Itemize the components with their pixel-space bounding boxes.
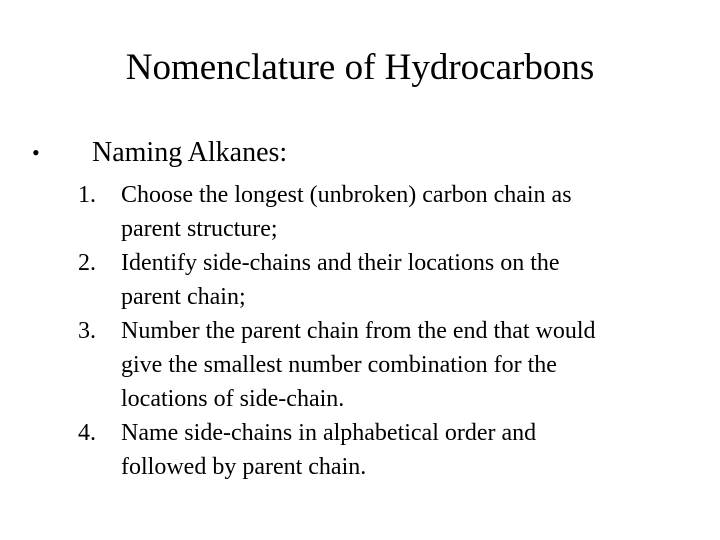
step-text: [121, 178, 698, 246]
step-number: 1.: [78, 182, 96, 208]
step-line: Name side-chains in alphabetical order and: [121, 420, 537, 446]
step-item-2: [78, 246, 698, 314]
step-text: [121, 246, 698, 314]
step-item-3: [78, 314, 698, 416]
step-line: parent chain;: [121, 284, 246, 310]
slide-title: Nomenclature of Hydrocarbons: [125, 47, 595, 88]
step-line: locations of side-chain.: [121, 386, 345, 412]
step-line: give the smallest number combination for the: [121, 352, 557, 378]
step-line: followed by parent chain.: [121, 454, 367, 480]
step-item-1: [78, 178, 698, 246]
step-line: parent structure;: [121, 216, 278, 242]
step-item-4: [78, 416, 698, 484]
step-text: [121, 416, 698, 484]
step-text: [121, 314, 698, 416]
step-line: Identify side-chains and their locations on the: [121, 250, 560, 276]
step-number: 3.: [78, 318, 96, 344]
bullet-icon: •: [32, 140, 40, 165]
step-line: Choose the longest (unbroken) carbon chain as: [121, 182, 572, 208]
bullet-item-naming-alkanes: [32, 135, 287, 171]
step-line: Number the parent chain from the end that would: [121, 318, 596, 344]
step-number: 2.: [78, 250, 96, 276]
steps-list: [78, 178, 698, 484]
step-number: 4.: [78, 420, 96, 446]
bullet-text: Naming Alkanes:: [92, 137, 288, 168]
